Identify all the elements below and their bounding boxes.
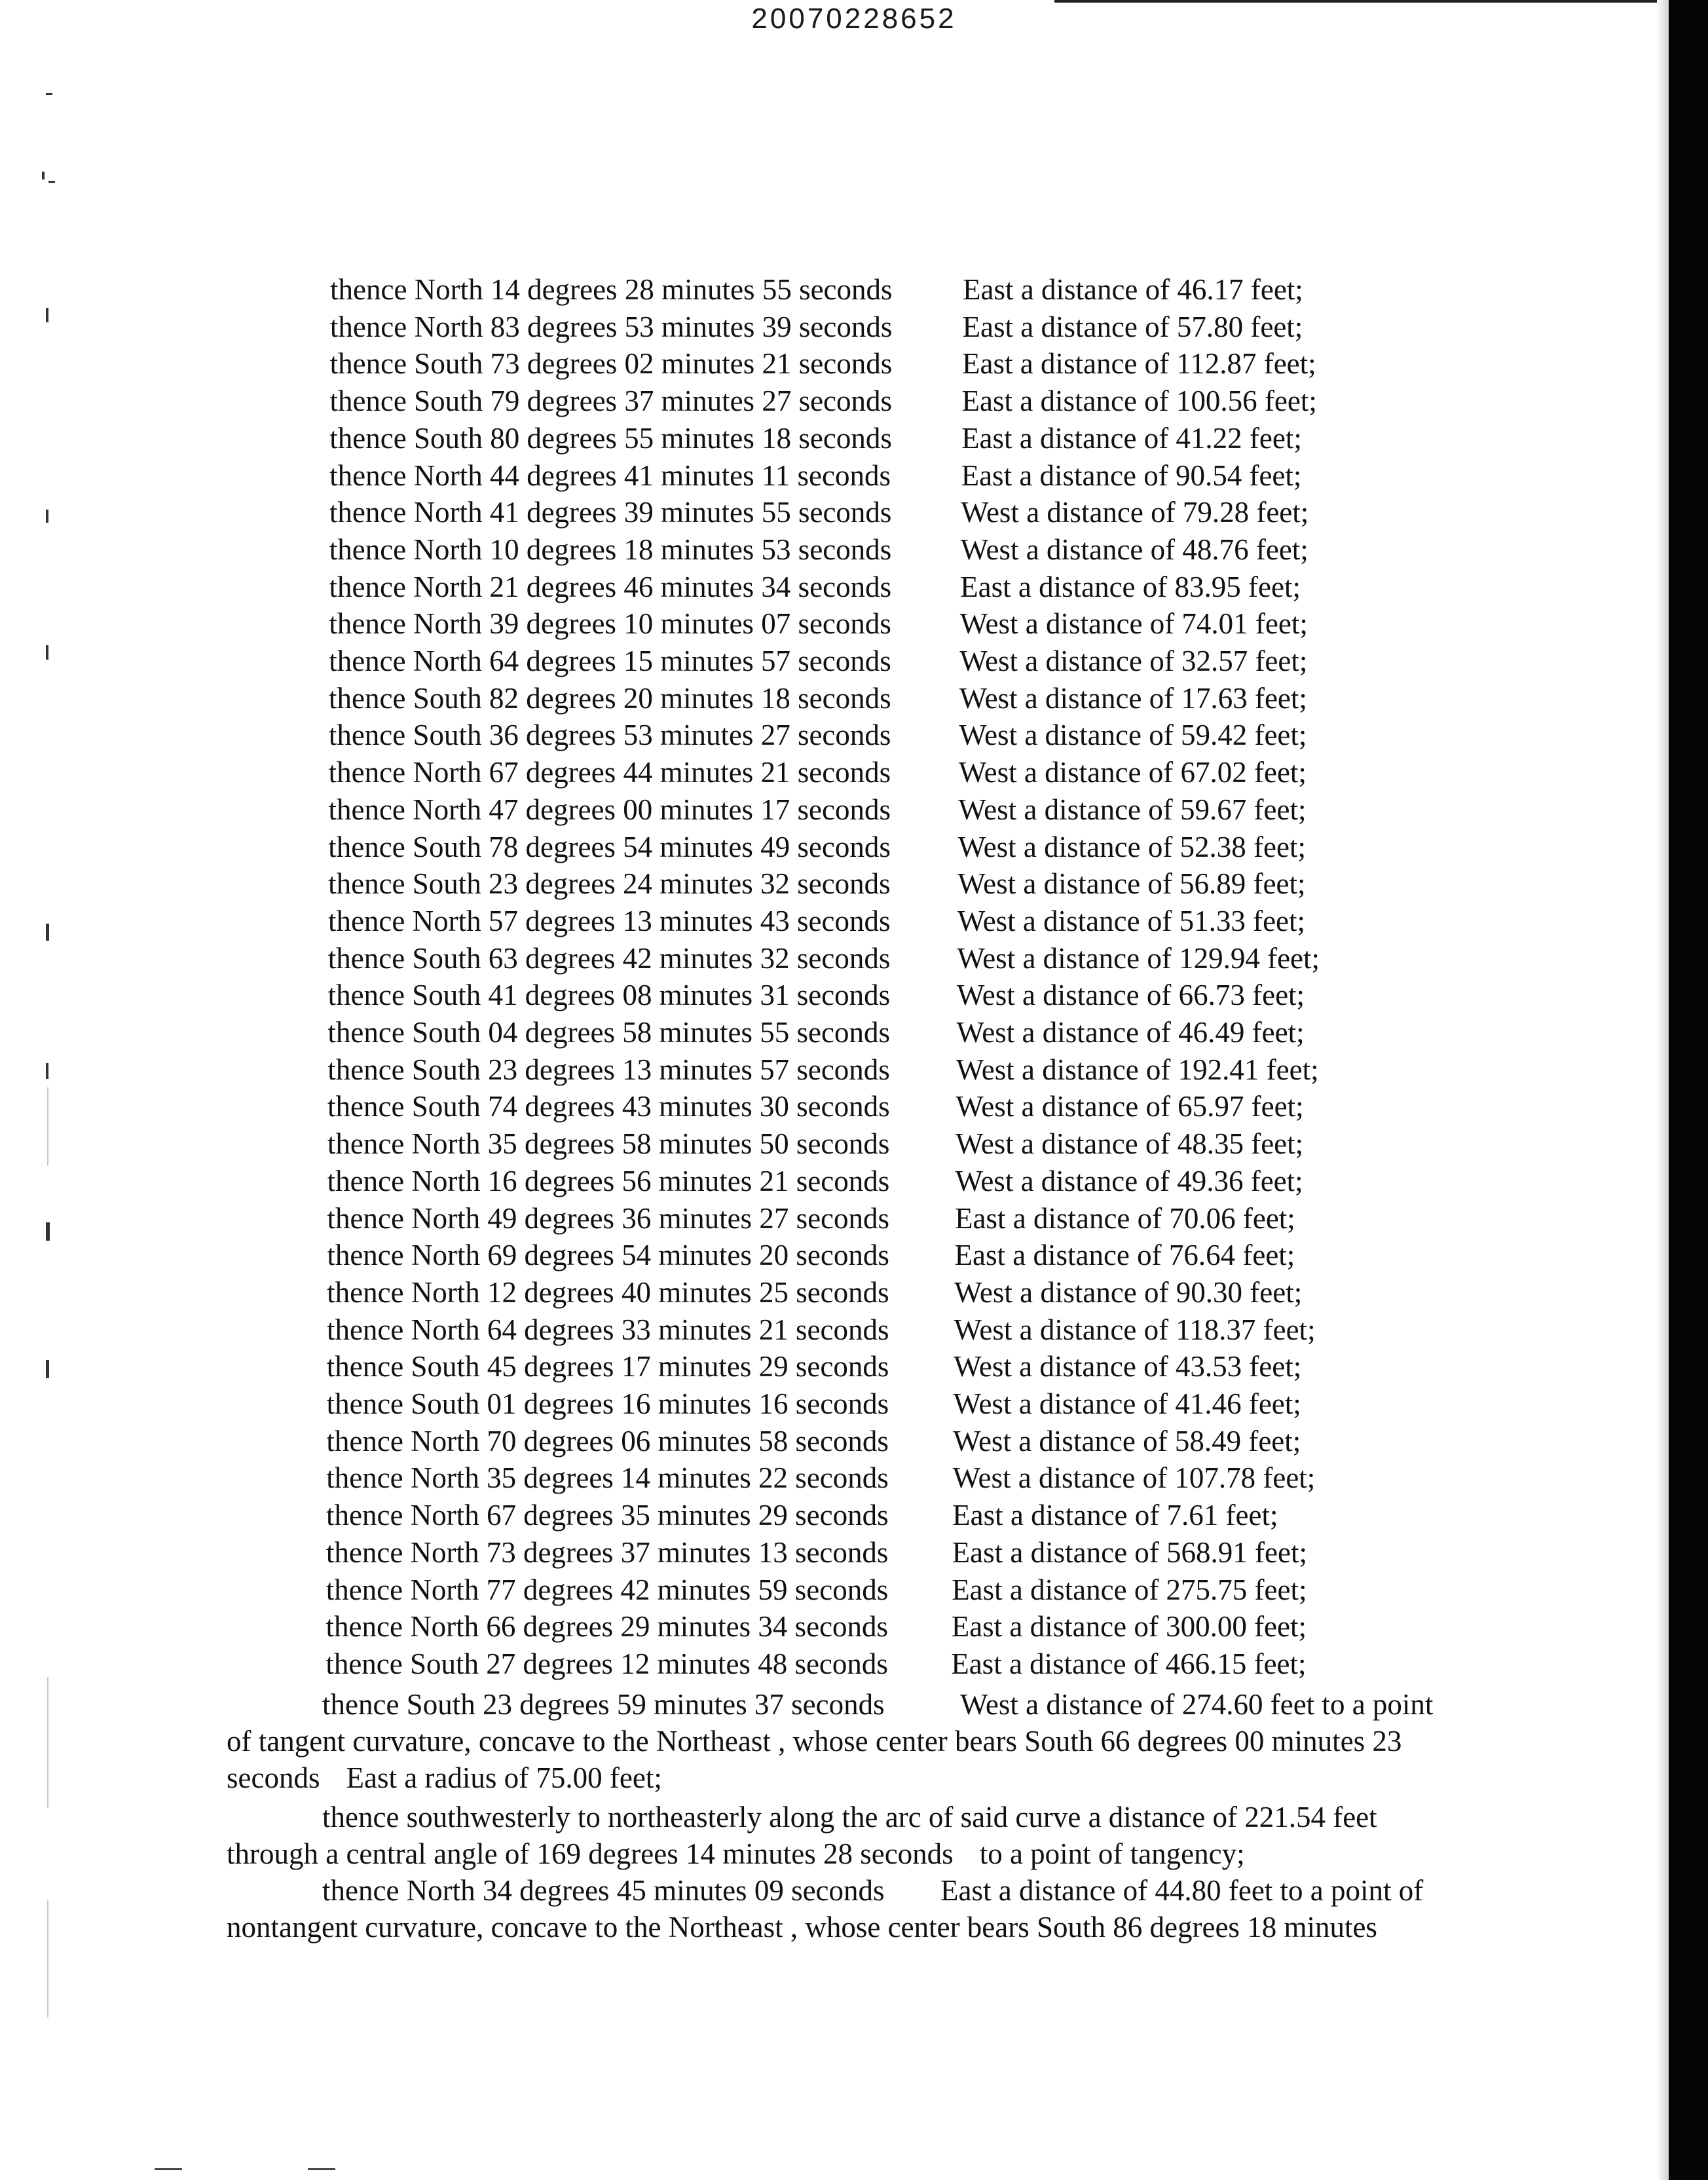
survey-call-row [328, 829, 1376, 865]
footer-dash [308, 2168, 335, 2170]
survey-call-row [325, 1645, 1373, 1682]
call-bearing: thence South 23 degrees 13 minutes 57 seconds [327, 1053, 890, 1086]
call-distance: East a distance of 300.00 feet; [951, 1610, 1307, 1644]
call-distance: West a distance of 118.37 feet; [954, 1313, 1316, 1346]
para-text: through a central angle of 169 degrees 14 minutes 28 seconds [227, 1837, 954, 1870]
call-bearing: thence North 64 degrees 33 minutes 21 seconds [326, 1313, 889, 1346]
para-line [227, 1872, 1471, 1909]
call-bearing: thence North 16 degrees 56 minutes 21 seconds [327, 1164, 890, 1197]
call-bearing: thence South 23 degrees 59 minutes 37 seconds [322, 1688, 885, 1721]
call-distance: West a distance of 17.63 feet; [959, 681, 1307, 715]
call-distance: East a distance of 41.22 feet; [961, 421, 1302, 455]
call-distance: West a distance of 90.30 feet; [954, 1275, 1303, 1309]
call-bearing: thence North 41 degrees 39 minutes 55 seconds [329, 496, 892, 529]
call-bearing: thence South 41 degrees 08 minutes 31 seconds [327, 979, 891, 1012]
survey-call-row [326, 1423, 1374, 1459]
call-distance: West a distance of 66.73 feet; [956, 979, 1305, 1012]
para-line [227, 1759, 1471, 1796]
call-bearing: thence North 34 degrees 45 minutes 09 seconds [322, 1874, 885, 1907]
survey-call-row [328, 940, 1376, 977]
para-line [227, 1835, 1471, 1872]
call-distance: West a distance of 129.94 feet; [957, 941, 1320, 975]
survey-call-row [327, 1014, 1375, 1051]
scan-mark [42, 172, 45, 179]
survey-call-row [327, 1274, 1375, 1311]
header-rule [1054, 0, 1703, 3]
scan-mark [46, 924, 49, 941]
call-bearing: thence North 66 degrees 29 minutes 34 seconds [325, 1610, 889, 1644]
call-bearing: thence South 63 degrees 42 minutes 32 seconds [327, 941, 891, 975]
call-distance: West a distance of 65.97 feet; [956, 1090, 1304, 1123]
call-bearing: thence North 64 degrees 15 minutes 57 seconds [329, 645, 891, 677]
para-line: nontangent curvature, concave to the Northeast , whose center bears South 86 degrees 18 minutes [227, 1911, 1377, 1944]
scan-mark [46, 93, 52, 95]
call-distance: East a distance of 568.91 feet; [952, 1535, 1307, 1569]
survey-call-row [329, 531, 1377, 568]
survey-call-row [326, 1571, 1374, 1608]
call-distance: West a distance of 192.41 feet; [956, 1053, 1319, 1086]
call-distance: West a distance of 32.57 feet; [959, 645, 1308, 677]
survey-call-row [329, 457, 1377, 494]
scan-mark [46, 308, 48, 322]
call-distance: West a distance of 67.02 feet; [958, 756, 1307, 789]
survey-call-row [330, 345, 1378, 382]
call-distance: West a distance of 56.89 feet; [957, 867, 1306, 901]
call-distance: East a distance of 76.64 feet; [954, 1239, 1295, 1272]
call-bearing: thence North 44 degrees 41 minutes 11 seconds [329, 459, 891, 492]
scan-line [47, 1087, 48, 1166]
call-distance: East a distance of 90.54 feet; [961, 459, 1302, 492]
scan-edge-bar [1669, 0, 1708, 2180]
call-bearing: thence North 10 degrees 18 minutes 53 seconds [329, 533, 892, 566]
call-bearing: thence North 70 degrees 06 minutes 58 seconds [326, 1424, 889, 1457]
survey-call-row [326, 1497, 1374, 1533]
para-text: East a radius of 75.00 feet; [346, 1761, 662, 1794]
call-distance: West a distance of 58.49 feet; [953, 1424, 1301, 1457]
para-line [227, 1686, 1471, 1723]
call-bearing: thence South 74 degrees 43 minutes 30 seconds [327, 1090, 890, 1123]
call-bearing: thence North 77 degrees 42 minutes 59 seconds [325, 1573, 889, 1606]
scan-mark [48, 181, 55, 183]
scan-mark [46, 1063, 48, 1079]
scan-mark [46, 645, 48, 660]
survey-call-row [328, 791, 1376, 828]
call-distance: West a distance of 48.35 feet; [955, 1127, 1304, 1161]
call-bearing: thence South 27 degrees 12 minutes 48 seconds [325, 1647, 888, 1680]
call-bearing: thence North 57 degrees 13 minutes 43 seconds [327, 904, 891, 937]
call-distance: East a distance of 83.95 feet; [960, 570, 1301, 603]
call-bearing: thence North 69 degrees 54 minutes 20 seconds [327, 1239, 889, 1272]
survey-call-row [330, 271, 1378, 308]
scan-line [47, 1677, 48, 1808]
call-distance: East a distance of 44.80 feet to a point of [940, 1874, 1424, 1907]
survey-call-row [329, 383, 1377, 419]
survey-call-row [328, 865, 1376, 902]
call-distance: East a distance of 275.75 feet; [952, 1573, 1307, 1606]
call-bearing: thence South 23 degrees 24 minutes 32 seconds [328, 867, 891, 901]
call-distance: West a distance of 59.42 feet; [959, 719, 1307, 752]
call-bearing: thence South 78 degrees 54 minutes 49 seconds [328, 830, 891, 863]
footer-dash [155, 2168, 182, 2170]
call-bearing: thence South 82 degrees 20 minutes 18 seconds [329, 681, 891, 715]
survey-call-row [329, 643, 1377, 679]
call-bearing: thence North 67 degrees 44 minutes 21 seconds [328, 756, 891, 789]
call-distance: East a distance of 70.06 feet; [955, 1201, 1295, 1235]
call-bearing: thence North 39 degrees 10 minutes 07 seconds [329, 607, 891, 641]
survey-call-row [327, 1125, 1375, 1162]
survey-call-row [327, 1088, 1375, 1125]
scan-mark [46, 510, 48, 523]
call-bearing: thence North 83 degrees 53 minutes 39 seconds [329, 310, 893, 343]
para-text: to a point of tangency; [979, 1837, 1245, 1870]
call-bearing: thence North 14 degrees 28 minutes 55 seconds [330, 273, 893, 306]
survey-call-row [327, 1311, 1375, 1348]
call-bearing: thence South 45 degrees 17 minutes 29 seconds [326, 1350, 889, 1383]
scan-line [47, 1900, 48, 2018]
scan-mark [46, 1360, 49, 1378]
call-distance: West a distance of 52.38 feet; [957, 830, 1306, 863]
call-bearing: thence South 73 degrees 02 minutes 21 seconds [329, 347, 893, 381]
survey-call-row [327, 1200, 1375, 1237]
document-number: 20070228652 [751, 3, 957, 35]
survey-call-row [327, 1163, 1375, 1199]
call-bearing: thence North 21 degrees 46 minutes 34 seconds [329, 570, 892, 603]
call-distance: West a distance of 274.60 feet to a point [960, 1688, 1434, 1721]
survey-call-row [329, 420, 1377, 457]
survey-call-row [328, 977, 1376, 1013]
survey-call-row [329, 569, 1377, 605]
call-bearing: thence North 49 degrees 36 minutes 27 seconds [327, 1201, 890, 1235]
survey-call-row [326, 1608, 1374, 1645]
survey-call-row [330, 309, 1378, 345]
survey-call-row [329, 717, 1377, 753]
survey-call-row [326, 1534, 1374, 1571]
call-bearing: thence North 12 degrees 40 minutes 25 seconds [327, 1275, 889, 1309]
scan-edge-shadow [1657, 0, 1669, 2180]
call-bearing: thence South 36 degrees 53 minutes 27 seconds [328, 719, 891, 752]
call-distance: West a distance of 49.36 feet; [955, 1164, 1303, 1197]
call-distance: West a distance of 43.53 feet; [954, 1350, 1302, 1383]
survey-call-row [329, 754, 1377, 791]
call-bearing: thence North 73 degrees 37 minutes 13 seconds [325, 1535, 889, 1569]
para-line: of tangent curvature, concave to the Northeast , whose center bears South 66 degrees 00 minutes 23 [227, 1725, 1402, 1757]
para-line: thence southwesterly to northeasterly along the arc of said curve a distance of 221.54 feet [322, 1801, 1377, 1833]
call-distance: East a distance of 46.17 feet; [963, 273, 1303, 306]
survey-call-row [328, 903, 1376, 939]
survey-call-row [327, 1237, 1375, 1273]
call-bearing: thence North 35 degrees 58 minutes 50 seconds [327, 1127, 890, 1161]
call-distance: East a distance of 7.61 feet; [952, 1499, 1278, 1532]
survey-call-row [327, 1385, 1375, 1422]
call-distance: West a distance of 41.46 feet; [953, 1387, 1301, 1420]
call-bearing: thence North 47 degrees 00 minutes 17 seconds [328, 793, 891, 826]
survey-call-row [329, 494, 1377, 531]
survey-call-row [326, 1459, 1374, 1496]
para-text: seconds [227, 1761, 320, 1794]
paragraph-nontangent-curve [227, 1872, 1471, 1945]
call-distance: West a distance of 51.33 feet; [957, 904, 1306, 937]
paragraph-arc [227, 1799, 1471, 1872]
call-bearing: thence North 67 degrees 35 minutes 29 seconds [326, 1499, 889, 1532]
survey-call-row [327, 1051, 1375, 1088]
call-bearing: thence South 01 degrees 16 minutes 16 seconds [326, 1387, 889, 1420]
call-distance: West a distance of 79.28 feet; [961, 496, 1309, 529]
call-distance: West a distance of 107.78 feet; [952, 1461, 1316, 1495]
call-bearing: thence South 79 degrees 37 minutes 27 seconds [329, 385, 893, 418]
call-distance: West a distance of 48.76 feet; [960, 533, 1309, 566]
call-distance: West a distance of 59.67 feet; [958, 793, 1307, 826]
call-bearing: thence South 04 degrees 58 minutes 55 seconds [327, 1016, 890, 1049]
call-distance: West a distance of 46.49 feet; [956, 1016, 1305, 1049]
survey-call-row [329, 680, 1377, 717]
call-distance: East a distance of 57.80 feet; [962, 310, 1303, 343]
survey-call-row [329, 605, 1377, 642]
call-distance: West a distance of 74.01 feet; [959, 607, 1308, 641]
paragraph-tangent-curve [227, 1686, 1471, 1796]
call-bearing: thence North 35 degrees 14 minutes 22 seconds [326, 1461, 889, 1495]
call-distance: East a distance of 112.87 feet; [962, 347, 1316, 381]
scan-mark [46, 1222, 50, 1241]
call-distance: East a distance of 100.56 feet; [961, 385, 1317, 418]
call-distance: East a distance of 466.15 feet; [951, 1647, 1307, 1680]
survey-call-row [327, 1348, 1375, 1385]
call-bearing: thence South 80 degrees 55 minutes 18 seconds [329, 421, 892, 455]
